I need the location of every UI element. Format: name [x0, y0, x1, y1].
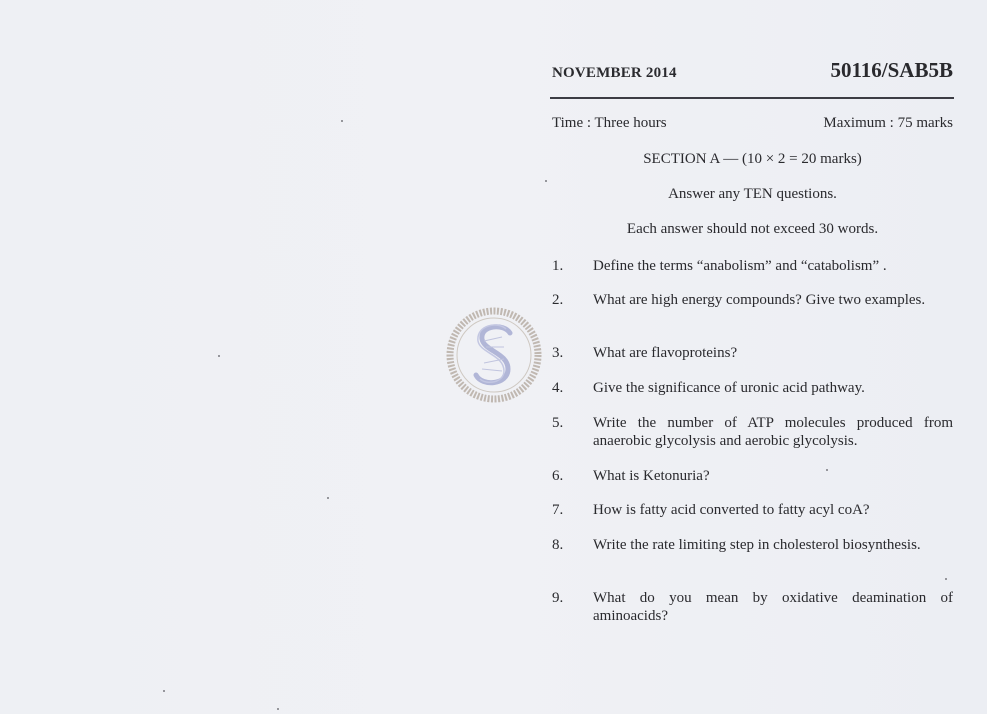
question-number: 7.	[552, 502, 564, 518]
question-item	[552, 414, 953, 450]
question-text: What are flavoproteins?	[593, 345, 738, 361]
question-number: 8.	[552, 537, 564, 553]
question-text: What is Ketonuria?	[593, 468, 710, 484]
paper-speck	[945, 578, 947, 580]
question-text: What do you mean by oxidative deamination of aminoacids?	[593, 590, 953, 624]
question-item	[552, 501, 953, 519]
question-item	[552, 467, 953, 485]
paper-speck	[545, 180, 547, 182]
paper-speck	[277, 708, 279, 710]
question-number: 5.	[552, 415, 564, 431]
watermark-s-dna-logo-icon	[446, 307, 542, 403]
exam-time: Time : Three hours	[552, 115, 667, 131]
exam-header	[552, 58, 953, 90]
question-number: 1.	[552, 258, 564, 274]
question-item	[552, 257, 953, 275]
exam-code: 50116/SAB5B	[830, 58, 953, 82]
paper-speck	[341, 120, 343, 122]
question-text: Define the terms “anabolism” and “catabolism” .	[593, 258, 887, 274]
section-word-limit: Each answer should not exceed 30 words.	[626, 221, 879, 237]
exam-max-marks: Maximum : 75 marks	[823, 115, 953, 131]
question-item	[552, 589, 953, 625]
exam-month: NOVEMBER 2014	[552, 65, 677, 81]
question-item	[552, 291, 953, 309]
question-number: 2.	[552, 292, 564, 308]
question-number: 9.	[552, 590, 564, 606]
question-item	[552, 379, 953, 397]
section-title: SECTION A — (10 × 2 = 20 marks)	[643, 151, 862, 167]
question-text: Give the significance of uronic acid pathway.	[593, 380, 865, 396]
question-number: 6.	[552, 468, 564, 484]
question-text: How is fatty acid converted to fatty acyl coA?	[593, 502, 870, 518]
question-item	[552, 536, 953, 554]
paper-speck	[163, 690, 165, 692]
question-text: Write the number of ATP molecules produced from anaerobic glycolysis and aerobic glycolysis.	[593, 415, 953, 449]
question-number: 3.	[552, 345, 564, 361]
section-instruction: Answer any TEN questions.	[668, 186, 837, 202]
paper-speck	[218, 355, 220, 357]
question-number: 4.	[552, 380, 564, 396]
question-text: What are high energy compounds? Give two examples.	[593, 292, 926, 308]
header-divider	[550, 97, 954, 99]
question-item	[552, 344, 953, 362]
paper-speck	[327, 497, 329, 499]
question-text: Write the rate limiting step in cholesterol biosynthesis.	[593, 537, 921, 553]
